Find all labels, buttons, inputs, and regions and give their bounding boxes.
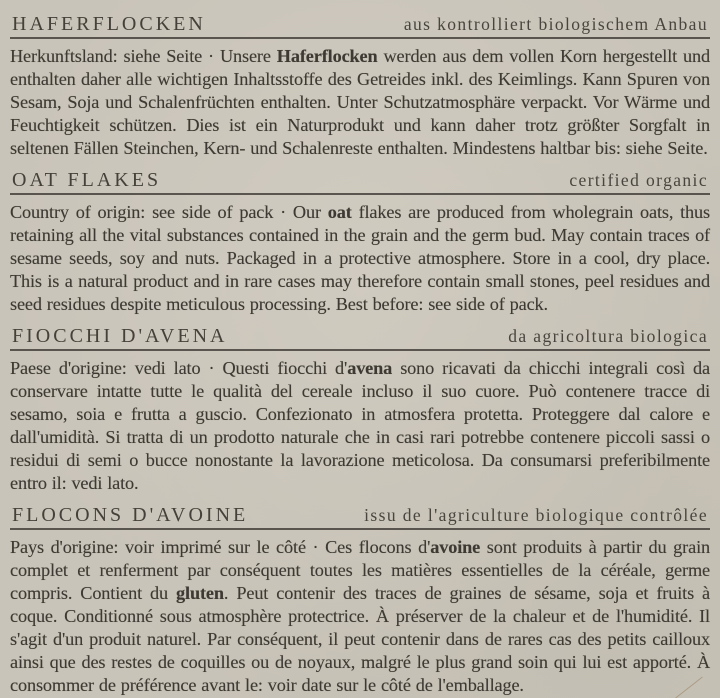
section-title-german: HAFERFLOCKEN (12, 13, 206, 35)
body-text-english: Country of origin: see side of pack · Our oat flakes are produced from wholegrain oats, thus retaining all the vital substances contained in the grain and the germ bud. May contain traces of sesame seeds, soy and nuts. Packaged in a protective atmosphere. Store in a cool, dry place. This is a natural product and in rare cases may therefore contain small stones, peel residues and seed residues despite meticulous processing. Best before: see side of pack. (10, 202, 711, 314)
section-subtitle-french: issu de l'agriculture biologique contrôlée (364, 505, 708, 525)
section-header-english (10, 169, 710, 192)
section-title-english: OAT FLAKES (12, 169, 162, 191)
section-english (10, 169, 710, 316)
section-title-italian: FIOCCHI D'AVENA (12, 325, 228, 347)
body-text-italian: Paese d'origine: vedi lato · Questi fiocchi d'avena sono ricavati da chicchi integrali così da conservare intatte tutte le qualità del cereale incluso il suo cuore. Può contenere tracce di sesamo, soia e frutta a guscio. Confezionato in atmosfera protetta. Proteggere dal calore e dall'umidità. Si tratta di un prodotto naturale che in casi rari potrebbe contenere piccoli sassi o residui di semi o bucce nonostante la lavorazione meticolosa. Da consumarsi preferibilmente entro il: vedi lato. (10, 358, 710, 493)
body-text-german: Herkunftsland: siehe Seite · Unsere Haferflocken werden aus dem vollen Korn hergestellt und enthalten daher alle wichtigen Inhaltsstoffe des Getreides inkl. des Keimlings. Kann Spuren von Sesam, Soja und Schalenfrüchten enthalten. Unter Schutzatmosphäre verpackt. Vor Wärme und Feuchtigkeit schützen. Dies ist ein Naturprodukt und kann daher trotz größter Sorgfalt in seltenen Fällen Steinchen, Kern- und Schalenreste enthalten. Mindestens haltbar bis: siehe Seite. (10, 46, 711, 158)
section-subtitle-german: aus kontrolliert biologischem Anbau (403, 14, 708, 34)
section-subtitle-english: certified organic (569, 170, 708, 190)
header-rule (10, 193, 710, 195)
section-header-french (10, 504, 710, 527)
section-german (10, 13, 710, 160)
section-french (10, 504, 710, 697)
section-subtitle-italian: da agricoltura biologica (508, 326, 708, 346)
section-header-italian (10, 325, 710, 348)
section-italian (10, 325, 710, 495)
header-rule (10, 37, 710, 39)
header-rule (10, 349, 710, 351)
section-header-german (10, 13, 710, 36)
body-text-french: Pays d'origine: voir imprimé sur le côté · Ces flocons d'avoine sont produits à partir du grain complet et renferment par conséquent toutes les matières essentielles de la céréale, germe compris. Contient du gluten. Peut contenir des traces de graines de sésame, soja et fruits à coque. Conditionné sous atmosphère protectrice. À préserver de la chaleur et de l'humidité. Il s'agit d'un produit naturel. Par conséquent, il peut contenir dans de rares cas des petits cailloux ainsi que des restes de coquilles ou de noyaux, malgré le plus grand soin qui lui est apporté. À consommer de préférence avant le: voir date sur le côté de l'emballage. (10, 537, 711, 695)
header-rule (10, 528, 710, 530)
section-title-french: FLOCONS D'AVOINE (12, 504, 249, 526)
